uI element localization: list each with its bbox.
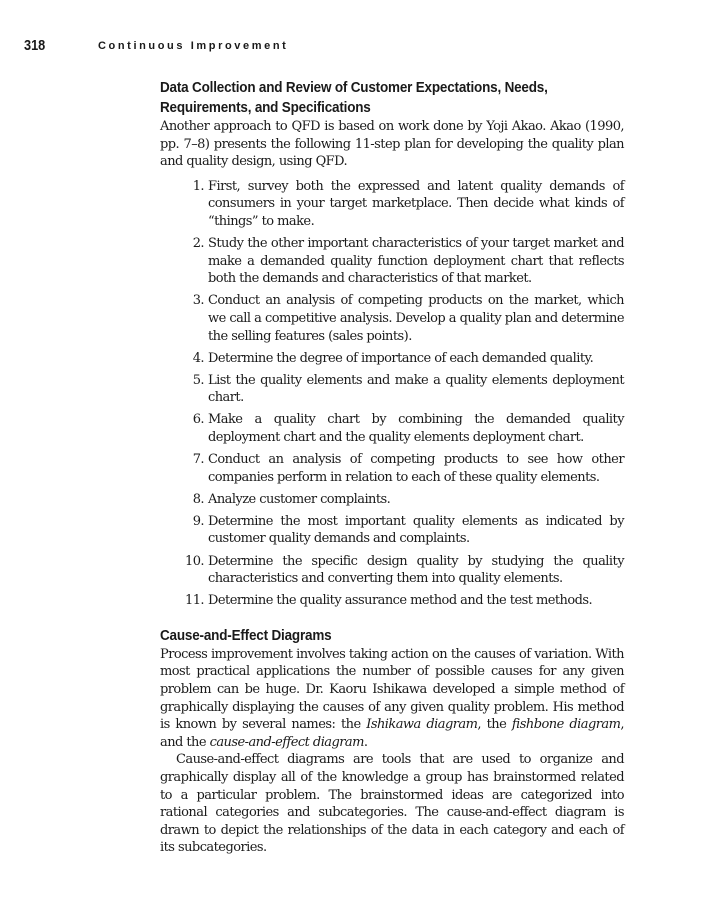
list-item	[160, 372, 624, 407]
list-item-text: Determine the quality assurance method and the test methods.	[208, 593, 593, 609]
paragraph-text: , the	[477, 717, 507, 733]
list-item-text: Study the other important characteristics of your target market and make a demanded quality function deployment chart that reflects both the demands and characteristics of that market.	[208, 236, 624, 287]
term-cause-and-effect-diagram: cause-and-effect diagram	[209, 734, 364, 750]
list-item-text: Conduct an analysis of competing products to see how other companies perform in relation to each of these quality elements.	[208, 452, 624, 485]
list-item-number: 4.	[192, 350, 204, 366]
term-ishikawa-diagram: Ishikawa diagram	[366, 717, 478, 733]
list-item	[160, 451, 624, 486]
list-item-number: 11.	[184, 593, 204, 609]
qfd-step-list	[160, 178, 624, 610]
list-item	[160, 411, 624, 446]
section-heading-data-collection: Data Collection and Review of Customer Expectations, Needs, Requirements, and Specifications	[160, 80, 548, 116]
list-item-number: 2.	[192, 236, 204, 252]
list-item	[160, 592, 624, 610]
list-item	[160, 350, 624, 368]
list-item-number: 5.	[192, 372, 204, 388]
page-body	[160, 78, 624, 857]
list-item	[160, 178, 624, 231]
list-item-text: List the quality elements and make a quality elements deployment chart.	[208, 372, 624, 406]
term-fishbone-diagram: fishbone diagram	[511, 717, 621, 733]
list-item-text: Determine the specific design quality by studying the quality characteristics and converting them into quality elements.	[208, 553, 624, 587]
list-item-text: Conduct an analysis of competing products on the market, which we call a competitive analysis. Develop a quality plan and determine the selling features (sales points).	[208, 293, 624, 344]
cause-effect-paragraph-2: Cause-and-effect diagrams are tools that are used to organize and graphically display all of the knowledge a group has brainstormed related to a particular problem. The brainstormed ideas are categorized into rational categories and subcategories. The cause-and-effect diagram is drawn to depict the relationships of the data in each category and each of its subcategories.	[160, 752, 624, 856]
list-item-number: 3.	[192, 293, 204, 309]
list-item-number: 8.	[192, 491, 204, 507]
list-item-number: 7.	[192, 452, 204, 468]
section-intro-paragraph: Another approach to QFD is based on work done by Yoji Akao. Akao (1990, pp. 7–8) presents the following 11-step plan for developing the quality plan and quality design, using QFD.	[160, 119, 624, 170]
list-item-number: 10.	[184, 553, 204, 569]
section-heading-cause-and-effect: Cause-and-Effect Diagrams	[160, 627, 332, 644]
list-item	[160, 513, 624, 548]
list-item-text: Determine the degree of importance of each demanded quality.	[208, 350, 594, 366]
list-item-text: Determine the most important quality elements as indicated by customer quality demands and complaints.	[208, 513, 624, 547]
page-header	[24, 37, 624, 57]
list-item	[160, 553, 624, 588]
list-item	[160, 292, 624, 345]
page-number: 318	[24, 37, 46, 54]
running-title: Continuous Improvement	[98, 40, 289, 52]
list-item	[160, 235, 624, 288]
list-item-text: First, survey both the expressed and latent quality demands of consumers in your target marketplace. Then decide what kinds of “things” to make.	[208, 178, 624, 229]
paragraph-text: .	[363, 734, 368, 750]
paragraph-text: Process improvement involves taking action on the causes of variation. With most practical applications the number of possible causes for any given problem can be huge. Dr. Kaoru Ishikawa developed a simple method of graphically displaying the causes of any given quality problem. His method is known by several names: the	[160, 646, 624, 733]
list-item-number: 6.	[192, 412, 204, 428]
list-item	[160, 491, 624, 509]
paragraph-text: , and the	[160, 717, 624, 750]
cause-effect-paragraph-1	[160, 646, 624, 752]
list-item-number: 1.	[192, 178, 204, 194]
list-item-text: Make a quality chart by combining the demanded quality deployment chart and the quality elements deployment chart.	[208, 412, 624, 445]
list-item-number: 9.	[192, 513, 204, 529]
list-item-text: Analyze customer complaints.	[208, 491, 391, 507]
